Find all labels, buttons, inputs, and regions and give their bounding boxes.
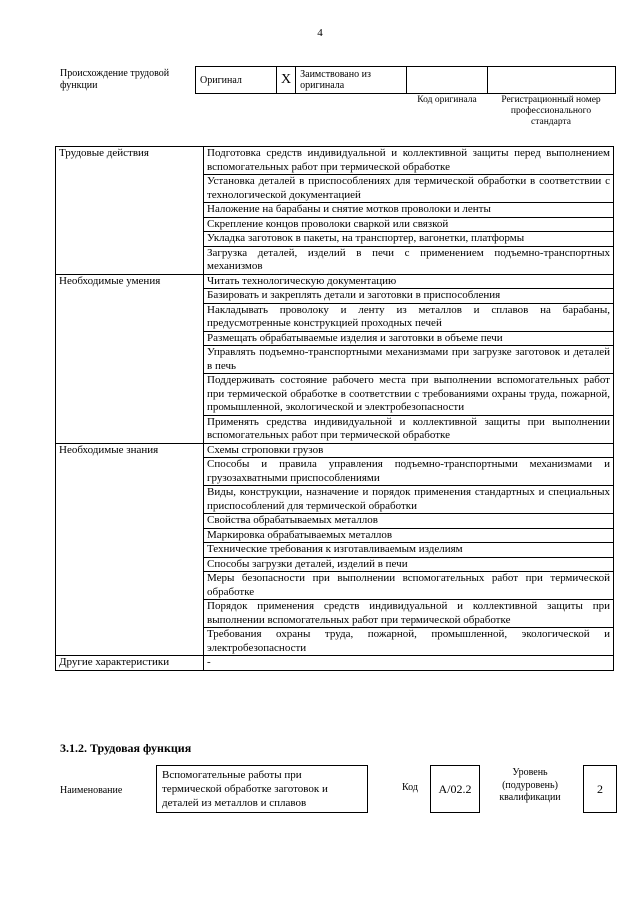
origin-original-label: Оригинал (200, 74, 242, 86)
row-item: Читать технологическую документацию (204, 274, 614, 289)
table-row (56, 274, 614, 289)
origin-table (195, 66, 616, 94)
row-item: Технические требования к изготавливаемым изделиям (204, 543, 614, 558)
origin-original-cell (196, 67, 277, 94)
row-item: Загрузка деталей, изделий в печи с применением подъемно-транспортных механизмов (204, 246, 614, 274)
origin-label: Происхождение трудовой функции (60, 68, 170, 91)
row-item: Способы загрузки деталей, изделий в печи (204, 557, 614, 572)
row-item: Подготовка средств индивидуальной и коллективной защиты перед выполнением вспомогательных работ при термической обработке (204, 147, 614, 175)
origin-reg-caption: Регистрационный номер профессионального стандарта (501, 95, 601, 127)
row-item: Скрепление концов проволоки сваркой или связкой (204, 217, 614, 232)
section-title: 3.1.2. Трудовая функция (60, 741, 192, 755)
row-category: Другие характеристики (56, 656, 204, 671)
row-category: Необходимые умения (56, 274, 204, 443)
row-item: Схемы строповки грузов (204, 443, 614, 458)
origin-code-caption: Код оригинала (417, 95, 477, 105)
origin-reg-cell (488, 67, 616, 94)
row-item: Виды, конструкции, назначение и порядок применения стандартных и специальных приспособлений для термической обработки (204, 486, 614, 514)
row-item: Укладка заготовок в пакеты, на транспортер, вагонетки, платформы (204, 232, 614, 247)
row-item: Применять средства индивидуальной и коллективной защиты при выполнении вспомогательных работ при термической обработке (204, 415, 614, 443)
table-row (56, 656, 614, 671)
row-category: Трудовые действия (56, 147, 204, 275)
row-item: Маркировка обрабатываемых металлов (204, 528, 614, 543)
row-item: Меры безопасности при выполнении вспомогательных работ при термической обработке (204, 572, 614, 600)
row-item: Поддерживать состояние рабочего места при выполнении вспомогательных работ при термической обработке в соответствии с требованиями охраны труда, пожарной, промышленной, экологической и электробезопасности (204, 374, 614, 416)
code-value: А/02.2 (430, 765, 480, 813)
row-item: - (204, 656, 614, 671)
name-value: Вспомогательные работы при термической обработке заготовок и деталей из металлов и сплавов (156, 765, 368, 813)
code-label: Код (402, 782, 418, 793)
labor-function-table (55, 146, 614, 671)
row-item: Порядок применения средств индивидуальной и коллективной защиты при выполнении вспомогательных работ при термической обработке (204, 600, 614, 628)
row-item: Требования охраны труда, пожарной, промышленной, экологической и электробезопасности (204, 628, 614, 656)
row-item: Управлять подъемно-транспортными механизмами при загрузке заготовок и деталей в печь (204, 346, 614, 374)
row-category: Необходимые знания (56, 443, 204, 656)
row-item: Базировать и закреплять детали и заготовки в приспособления (204, 289, 614, 304)
row-item: Наложение на барабаны и снятие мотков проволоки и ленты (204, 203, 614, 218)
table-row (56, 147, 614, 175)
row-item: Способы и правила управления подъемно-транспортными механизмами и грузозахватными приспособлениями (204, 458, 614, 486)
row-item: Накладывать проволоку и ленту из металлов и сплавов на барабаны, предусмотренные конструкцией проходных печей (204, 303, 614, 331)
name-label: Наименование (60, 785, 123, 796)
origin-code-cell (407, 67, 488, 94)
row-item: Свойства обрабатываемых металлов (204, 514, 614, 529)
page-number: 4 (317, 27, 323, 39)
level-value: 2 (583, 765, 617, 813)
row-item: Установка деталей в приспособлениях для термической обработки в соответствии с технологической документацией (204, 175, 614, 203)
level-label: Уровень (подуровень) квалификации (499, 767, 561, 803)
origin-original-mark: X (277, 67, 296, 94)
row-item: Размещать обрабатываемые изделия и заготовки в объеме печи (204, 331, 614, 346)
origin-borrowed-label: Заимствовано из оригинала (296, 67, 407, 94)
table-row (56, 443, 614, 458)
